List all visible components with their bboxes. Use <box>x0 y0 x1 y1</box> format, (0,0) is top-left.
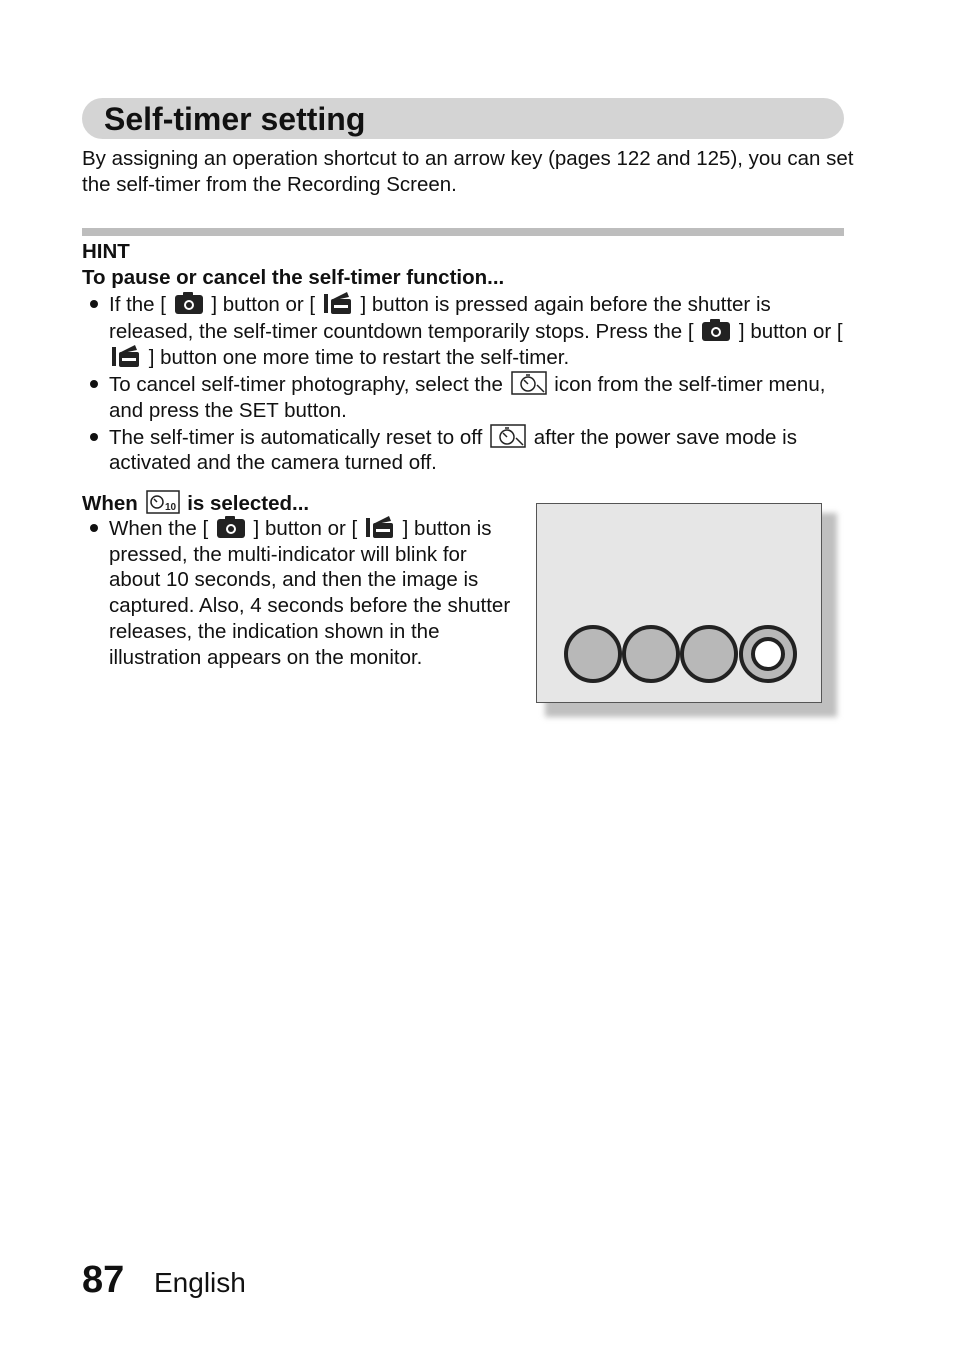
intro-paragraph: By assigning an operation shortcut to an arrow key (pages 122 and 125), you can set the self-timer from the Recording Screen. <box>82 147 854 196</box>
text: after the power save mode is activated and the camera turned off. <box>109 425 797 475</box>
text: ] button or [ <box>211 293 316 316</box>
when-heading <box>82 490 309 516</box>
indicator-dot-2 <box>624 627 678 681</box>
text: icon from the self-timer menu, and press the SET button. <box>109 373 826 422</box>
video-camera-icon <box>323 291 353 315</box>
text: is selected... <box>187 492 310 515</box>
self-timer-off-icon <box>511 371 547 395</box>
hint-divider <box>82 228 844 236</box>
indicator-dots <box>537 504 821 702</box>
video-camera-icon <box>365 515 395 539</box>
indicator-dot-1 <box>566 627 620 681</box>
when-list <box>82 515 512 670</box>
hint-bullet-2 <box>82 371 852 423</box>
text: ] button or [ <box>738 319 843 343</box>
hint-bullet-3 <box>82 424 852 476</box>
monitor-illustration <box>536 503 822 703</box>
self-timer-10-icon <box>146 490 180 514</box>
text: When the [ <box>109 517 209 540</box>
hint-list <box>82 291 852 476</box>
photo-camera-icon <box>701 318 731 342</box>
text: To cancel self-timer photography, select the <box>109 373 503 397</box>
hint-heading: To pause or cancel the self-timer function... <box>82 266 505 289</box>
page-language: English <box>154 1267 246 1298</box>
when-bullet <box>82 515 512 670</box>
video-camera-icon <box>111 344 141 368</box>
svg-text:10: 10 <box>164 502 176 513</box>
text: If the [ <box>109 293 166 316</box>
hint-label: HINT <box>82 240 130 263</box>
title-bar <box>82 98 844 139</box>
indicator-dot-4-inner <box>753 639 783 669</box>
text: ] button or [ <box>253 517 358 540</box>
page-number: 87 <box>82 1259 125 1301</box>
photo-camera-icon <box>216 515 246 539</box>
text: When <box>82 492 138 515</box>
self-timer-off-icon <box>490 424 526 448</box>
photo-camera-icon <box>174 291 204 315</box>
text: ] button is pressed, the multi-indicator will blink for about 10 seconds, and then the image is captured. Also, 4 seconds before the shutter releases, the indication shown in the illustration appears on the monitor. <box>109 517 511 669</box>
text: ] button is pressed again before the shutter is released, the self-timer countdown temporarily stops. Press the [ <box>109 293 771 343</box>
text: ] button one more time to restart the self-timer. <box>148 346 570 370</box>
page-title: Self-timer setting <box>104 101 366 137</box>
text: The self-timer is automatically reset to off <box>109 425 483 449</box>
indicator-dot-3 <box>682 627 736 681</box>
hint-bullet-1 <box>82 291 852 371</box>
